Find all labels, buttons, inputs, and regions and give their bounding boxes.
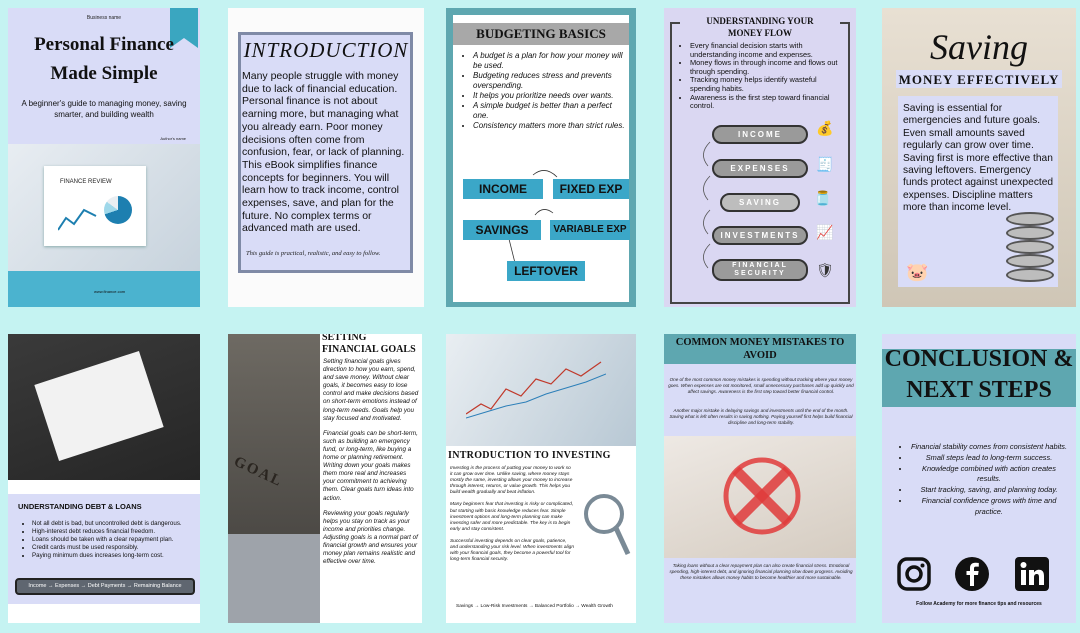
money-bag-icon: 💰 [816,120,834,136]
list-item: • Knowledge combined with action creates results. [910,464,1068,486]
follow-caption: Follow Academy for more finance tips and resources [916,601,1042,607]
goals-heading-line2: FINANCIAL GOALS [322,344,416,355]
flow-step-income: INCOME [712,125,808,144]
mistakes-heading-line2: AVOID [743,350,777,361]
investing-paragraph: Many beginners fear that investing is risky or complicated, but starting with basic knowledge reduces fear. Simple investment options and long-term planning can make investing safer and more predictable. The key is to begin early and stay consistent. [450,502,574,532]
investing-heading: INTRODUCTION TO INVESTING [448,450,611,461]
page-budgeting-basics[interactable] [446,8,636,307]
money-flow-bullets [672,42,848,111]
page-debt-loans[interactable] [8,334,200,623]
list-item: • Tracking money helps identify wasteful spending habits. [690,76,848,93]
budget-inner-panel [453,15,629,302]
line-chart-icon [58,204,98,234]
budget-bullets [459,51,627,131]
business-name: Business name [86,15,122,21]
coin-stack-icon [1006,226,1054,240]
page-conclusion[interactable] [882,334,1076,623]
page-investing[interactable] [446,334,636,623]
saving-heading: MONEY EFFECTIVELY [898,72,1060,87]
list-item: • Not all debt is bad, but uncontrolled debt is dangerous. [32,520,198,528]
list-item: • It helps you prioritize needs over wants. [473,91,627,101]
coin-stack-icon [1006,240,1054,254]
goals-body [323,358,420,566]
budget-box-leftover: LEFTOVER [507,261,585,281]
coin-stack-icon [1006,212,1054,226]
investing-paragraph: Successful investing depends on clear goals, patience, and understanding your risk level. When investments align with your financial goals, they become a powerful tool for long-term financial security. [450,538,574,563]
page-money-flow[interactable] [664,8,856,307]
budget-heading: BUDGETING BASICS [453,23,629,45]
intro-heading: INTRODUCTION [243,38,409,62]
laptop-image [228,534,320,623]
budget-box-savings: SAVINGS [463,220,541,240]
mistakes-heading-line1: COMMON MONEY MISTAKES TO [675,337,845,348]
list-item: • Small steps lead to long-term success. [910,453,1068,464]
list-item: • Credit cards must be used responsibly. [32,544,198,552]
intro-note: This guide is practical, realistic, and easy to follow. [246,250,381,257]
flow-step-saving: SAVING [720,193,800,212]
cover-subtitle: A beginner's guide to managing money, saving smarter, and building wealth [21,99,187,119]
saving-body: Saving is essential for emergencies and future goals. Even small amounts saved regularly can grow over time. Saving first is more effective than saving leftovers. Emergency funds protect against unexpected expenses. Discipline matters more than income level. [903,103,1054,214]
list-item: • Paying minimum dues increases long-term cost. [32,552,198,560]
investment-chart-icon: 📈 [816,224,834,240]
intro-body: Many people struggle with money due to lack of financial education. Personal finance is not about earning more, but managing what you already earn. Poor money decisions often come from confusion, fear, or lack of planning. This eBook simplifies finance concepts for beginners. You will learn how to track income, control expenses, save, and plan for the future. No complex terms or advanced math are used. [242,70,405,235]
list-item: • A budget is a plan for how your money will be used. [473,51,627,71]
budget-box-fixed-exp: FIXED EXP [553,179,629,199]
investing-body [450,466,574,563]
list-item: • Every financial decision starts with understanding income and expenses. [690,42,848,59]
coin-jar-icon: 🫙 [814,190,832,206]
debt-flow-bar: Income → Expenses → Debt Payments → Remaining Balance [15,578,195,595]
pie-chart-icon [104,196,132,224]
facebook-icon[interactable] [954,556,990,592]
goals-heading-line1: SETTING [322,334,367,343]
coin-stack-icon [1006,268,1054,282]
money-flow-heading-line1: UNDERSTANDING YOUR [706,16,814,26]
list-item: • Budgeting reduces stress and prevents overspending. [473,71,627,91]
list-item: • A simple budget is better than a perfect one. [473,101,627,121]
cover-title-line2: Made Simple [50,63,158,84]
magnifying-glass-icon [578,484,632,564]
page-saving-money[interactable] [882,8,1076,307]
finance-review-label: FINANCE REVIEW [60,179,112,185]
website-url[interactable]: www.finance.com [94,289,126,294]
conclusion-heading-line2: NEXT STEPS [906,377,1052,403]
goal-blocks-word: GOAL [231,453,286,491]
investing-paragraph: Investing is the process of putting your money to work so it can grow over time. Unlike saving, where money stays mostly the same, investing allows your money to increase through interest, returns, or value growth. This helps you build wealth gradually and beat inflation. [450,466,573,496]
cover-title-line1: Personal Finance [34,34,174,55]
mistakes-heading [664,334,856,364]
list-item: • Financial confidence grows with time and practice. [910,496,1068,518]
debt-heading: UNDERSTANDING DEBT & LOANS [18,502,142,511]
budget-box-variable-exp: VARIABLE EXP [550,220,630,240]
mistakes-paragraph: One of the most common money mistakes is spending without tracking where your money goes. When expenses are not monitored, small unnecessary purchases add up quickly and affect savings. Awareness is the first step toward better financial control. [668,377,854,394]
author-name: Author's name [160,136,186,141]
mistakes-paragraph: Taking loans without a clear repayment plan can also create financial stress. Emotional spending, high-interest debt, and ignoring financial planning slow down progress. Avoiding these mistakes allows money habits to become healthier and more sustainable. [669,563,853,580]
flow-step-investments: INVESTMENTS [712,226,808,245]
list-item: • Awareness is the first step toward financial control. [690,94,848,111]
prohibited-icon [720,440,804,552]
list-item: • Financial stability comes from consistent habits. [910,442,1068,453]
goals-paragraph: Financial goals can be short-term, such as building an emergency fund, or long-term, like buying a home or planning retirement. Writing down your goals makes them more real and increases your commitment to achieving them. Clear goals turn ideas into action. [323,429,418,502]
conclusion-heading-line1: CONCLUSION & [884,346,1074,372]
money-flow-heading-line2: MONEY FLOW [728,28,792,38]
debt-bullets [18,520,198,560]
flow-step-expenses: EXPENSES [712,159,808,178]
page-financial-goals[interactable] [228,334,422,623]
list-item: • Loans should be taken with a clear repayment plan. [32,536,198,544]
stock-chart-icon [466,354,606,424]
budget-box-income: INCOME [463,179,543,199]
goals-paragraph: Setting financial goals gives direction to how you earn, spend, and save money. Without clear goals, it becomes easy to lose control and make decisions based on short-term emotions instead of long-term needs. Goals help you stay focused and motivated. [323,358,419,422]
shield-icon: 🛡 [816,262,834,278]
piggy-bank-icon: 🐷 [906,262,929,282]
page-cover[interactable] [8,8,200,307]
goals-paragraph: Reviewing your goals regularly helps you stay on track as your income and priorities change. Adjusting goals is a normal part of financial growth and ensures your money plan remains realistic and effective over time. [323,509,418,566]
list-item: • Consistency matters more than strict rules. [473,121,627,131]
conclusion-bullets [896,442,1068,518]
list-item: • High-interest debt reduces financial freedom. [32,528,198,536]
mistakes-paragraph: Another major mistake is delaying savings and investments until the end of the month. Saving what is left often results in saving nothing. Paying yourself first helps build financial discipline and long-term stability. [669,408,853,425]
cover-title [8,30,200,88]
budget-flow-arrows [453,155,629,275]
saving-script-title: Saving [930,27,1028,67]
instagram-icon[interactable] [896,556,932,592]
investing-flow: Savings → Low-Risk Investments → Balanced Portfolio → Wealth Growth [456,604,613,609]
list-item: • Start tracking, saving, and planning today. [910,485,1068,496]
page-introduction[interactable] [228,8,424,307]
money-flow-heading [664,15,856,39]
list-item: • Money flows in through income and flows out through spending. [690,59,848,76]
flow-step-financial-security: FINANCIAL SECURITY [712,259,808,281]
page-money-mistakes[interactable] [664,334,856,623]
receipt-icon: 🧾 [816,156,834,172]
coin-stack-icon [1006,254,1054,268]
linkedin-icon[interactable] [1014,556,1050,592]
